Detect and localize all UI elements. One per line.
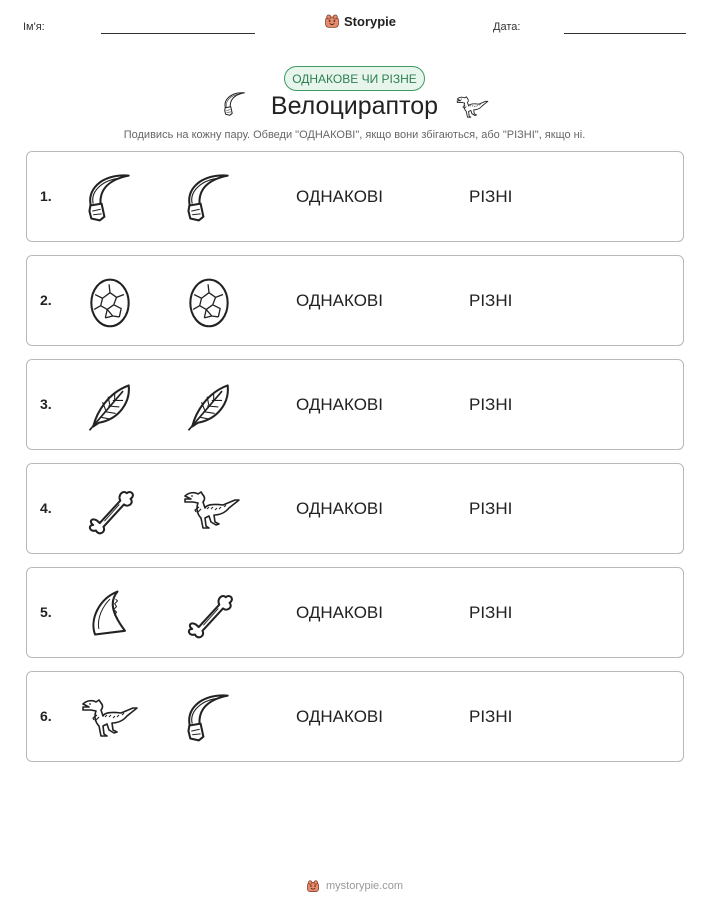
different-option[interactable]: РІЗНІ [469,603,513,622]
different-option[interactable]: РІЗНІ [469,499,513,518]
exercise-row-2 [26,255,684,346]
bone-icon [181,586,237,642]
same-option[interactable]: ОДНАКОВІ [296,603,383,622]
exercise-row-5 [26,567,684,658]
claw-icon [181,170,237,226]
exercise-row-6 [26,671,684,762]
different-option[interactable]: РІЗНІ [469,187,513,206]
row-number: 6. [40,708,52,724]
name-line[interactable] [101,33,255,34]
row-number: 1. [40,188,52,204]
different-option[interactable]: РІЗНІ [469,707,513,726]
name-label: Ім'я: [23,21,45,33]
row-number: 4. [40,500,52,516]
footer-url[interactable]: mystorypie.com [325,880,404,892]
velociraptor-icon [79,688,139,748]
same-option[interactable]: ОДНАКОВІ [296,395,383,414]
claw-icon [181,690,237,746]
storypie-logo [324,13,396,29]
activity-badge: ОДНАКОВЕ ЧИ РІЗНЕ [284,66,425,91]
exercise-row-1 [26,151,684,242]
bone-icon [82,482,138,538]
instructions: Подивись на кожну пару. Обведи "ОДНАКОВІ", якщо вони збігаються, або "РІЗНІ", якщо ні. [123,129,586,141]
storypie-logo-icon [306,879,320,893]
different-option[interactable]: РІЗНІ [469,291,513,310]
egg-icon [181,274,237,330]
exercise-row-3 [26,359,684,450]
same-option[interactable]: ОДНАКОВІ [296,187,383,206]
brand-name: Storypie [344,13,397,29]
tooth-icon [82,586,138,642]
same-option[interactable]: ОДНАКОВІ [296,499,383,518]
egg-icon [82,274,138,330]
velociraptor-icon [181,480,241,540]
date-label: Дата: [493,21,521,33]
feather-icon [82,378,138,434]
footer [0,879,709,893]
same-option[interactable]: ОДНАКОВІ [296,707,383,726]
same-option[interactable]: ОДНАКОВІ [296,291,383,310]
exercise-row-4 [26,463,684,554]
date-line[interactable] [564,33,686,34]
row-number: 3. [40,396,52,412]
row-number: 5. [40,604,52,620]
claw-icon [82,170,138,226]
different-option[interactable]: РІЗНІ [469,395,513,414]
storypie-logo-icon [324,13,340,29]
feather-icon [181,378,237,434]
row-number: 2. [40,292,52,308]
page-title: Велоцираптор [270,92,439,120]
velociraptor-icon [455,90,489,124]
